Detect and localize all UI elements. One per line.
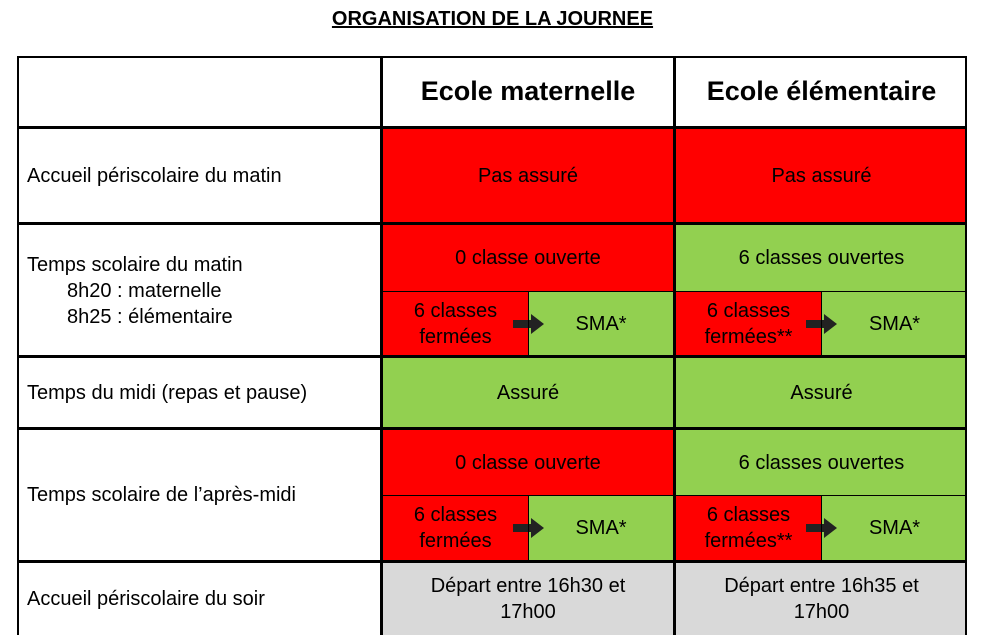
cell-elementaire-sma-matin: SMA* [822, 292, 967, 355]
cell-maternelle-classes-fermees-matin [383, 292, 528, 355]
depart-line-1: Départ entre 16h35 et [724, 575, 919, 597]
table-inner-rule [528, 292, 529, 355]
table-inner-rule [383, 291, 967, 292]
table-column-rule [380, 56, 383, 635]
closed-line-2: fermées** [704, 530, 793, 552]
cell-maternelle-classes-ouvertes-matin: 0 classe ouverte [383, 225, 673, 291]
cell-elementaire-classes-fermees-matin [676, 292, 821, 355]
row-label-accueil-matin: Accueil périscolaire du matin [27, 164, 282, 187]
cell-elementaire-classes-fermees-aprem [676, 496, 821, 560]
page-title: ORGANISATION DE LA JOURNEE [331, 8, 654, 30]
table-rule [17, 222, 967, 225]
table-inner-rule [528, 496, 529, 560]
closed-line-2: fermées** [704, 325, 793, 348]
table-column-rule [673, 56, 676, 635]
row-label-sub-elementaire: 8h25 : élémentaire [67, 306, 233, 328]
table-rule [17, 560, 967, 563]
closed-line-1: 6 classes [706, 299, 791, 322]
row-label-accueil-soir: Accueil périscolaire du soir [27, 588, 265, 610]
cell-maternelle-classes-ouvertes-aprem: 0 classe ouverte [383, 430, 673, 495]
depart-line-2: 17h00 [500, 601, 556, 623]
header-ecole-elementaire: Ecole élémentaire [706, 76, 937, 106]
row-label-midi: Temps du midi (repas et pause) [27, 381, 308, 404]
table-inner-rule [821, 292, 822, 355]
cell-elementaire-classes-ouvertes-matin: 6 classes ouvertes [676, 225, 967, 291]
closed-line-2: fermées [419, 325, 492, 348]
row-label-main: Temps scolaire du matin [27, 254, 243, 276]
cell-maternelle-sma-matin: SMA* [529, 292, 673, 355]
table-rule [17, 126, 967, 129]
closed-line-1: 6 classes [413, 504, 498, 526]
right-arrow-icon [513, 313, 545, 335]
closed-line-1: 6 classes [706, 504, 791, 526]
table-inner-rule [821, 496, 822, 560]
cell-maternelle-accueil-matin: Pas assuré [383, 129, 673, 222]
closed-line-1: 6 classes [413, 299, 498, 322]
table-border-top [17, 56, 967, 58]
day-organisation-table [17, 56, 967, 635]
closed-line-2: fermées [419, 530, 492, 552]
right-arrow-icon [806, 313, 838, 335]
cell-elementaire-classes-ouvertes-aprem: 6 classes ouvertes [676, 430, 967, 495]
row-label-scolaire-matin [17, 225, 380, 355]
table-rule [17, 427, 967, 430]
row-label-sub-maternelle: 8h20 : maternelle [67, 280, 222, 302]
table-inner-rule [383, 495, 967, 496]
depart-line-2: 17h00 [793, 601, 850, 623]
cell-maternelle-classes-fermees-aprem [383, 496, 528, 560]
cell-maternelle-accueil-soir [383, 563, 673, 635]
header-ecole-maternelle: Ecole maternelle [420, 76, 636, 106]
table-border-left [17, 56, 19, 635]
row-label-scolaire-aprem: Temps scolaire de l’après-midi [27, 484, 296, 506]
right-arrow-icon [806, 517, 838, 539]
cell-elementaire-accueil-matin: Pas assuré [676, 129, 967, 222]
cell-maternelle-sma-aprem: SMA* [529, 496, 673, 560]
right-arrow-icon [513, 517, 545, 539]
cell-elementaire-sma-aprem: SMA* [822, 496, 967, 560]
table-rule [17, 355, 967, 358]
depart-line-1: Départ entre 16h30 et [430, 575, 626, 597]
cell-elementaire-midi: Assuré [676, 358, 967, 427]
cell-maternelle-midi: Assuré [383, 358, 673, 427]
table-border-right [965, 56, 967, 635]
cell-elementaire-accueil-soir [676, 563, 967, 635]
